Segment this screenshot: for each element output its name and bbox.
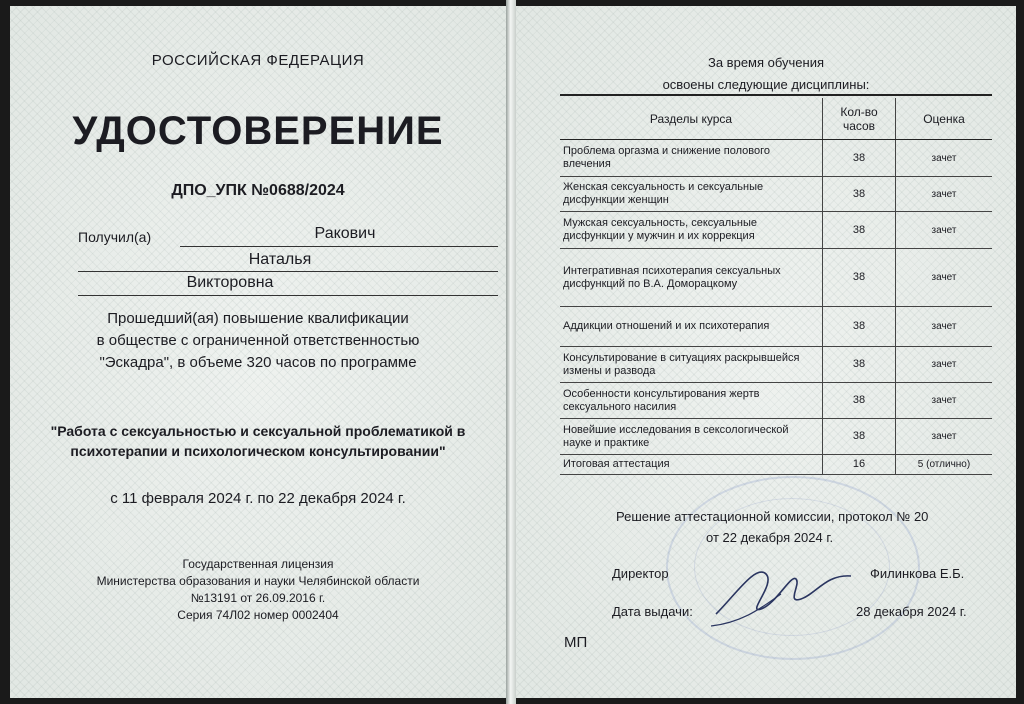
course-hours: 38 [823, 140, 896, 177]
course-grade: зачет [896, 249, 993, 307]
course-name: Особенности консультирования жертв сексуального насилия [560, 383, 823, 419]
table-header-row [560, 98, 992, 140]
received-label: Получил(а) [78, 229, 152, 245]
protocol-date: от 22 декабря 2024 г. [706, 530, 834, 545]
disciplines-heading-1: За время обучения [707, 55, 825, 70]
course-grade: зачет [896, 347, 993, 383]
surname: Ракович [314, 225, 376, 242]
course-hours: 38 [823, 212, 896, 249]
paragraph-line: в обществе с ограниченной ответственностью [96, 332, 420, 349]
course-grade: зачет [896, 212, 993, 249]
table-top-rule [560, 94, 992, 96]
course-name: Женская сексуальность и сексуальные дисфункции женщин [560, 177, 823, 212]
name-line [78, 271, 498, 272]
course-grade: 5 (отлично) [896, 455, 993, 475]
course-hours: 16 [823, 455, 896, 475]
stamp-place-mark: МП [564, 634, 588, 651]
table-row [560, 347, 992, 383]
name-line [78, 295, 498, 296]
right-page [516, 6, 1016, 698]
column-header-hours: Кол-во часов [823, 98, 896, 140]
director-name: Филинкова Е.Б. [870, 566, 965, 581]
table-row [560, 140, 992, 177]
country-name: РОССИЙСКАЯ ФЕДЕРАЦИЯ [151, 52, 365, 69]
document-spine [506, 0, 516, 704]
qualification-paragraph [10, 308, 506, 374]
course-grade: зачет [896, 307, 993, 347]
course-grade: зачет [896, 383, 993, 419]
course-name: Мужская сексуальность, сексуальные дисфункции у мужчин и их коррекция [560, 212, 823, 249]
course-hours: 38 [823, 347, 896, 383]
paragraph-line: Прошедший(ая) повышение квалификации [107, 310, 409, 327]
issue-date-label: Дата выдачи: [612, 604, 693, 619]
column-header-grade: Оценка [896, 98, 993, 140]
course-name: Проблема оргазма и снижение полового влечения [560, 140, 823, 177]
course-hours: 38 [823, 419, 896, 455]
column-header-section: Разделы курса [560, 98, 823, 140]
program-line: психотерапии и психологическом консультировании" [70, 443, 446, 459]
document-title: УДОСТОВЕРЕНИЕ [72, 109, 444, 153]
director-label: Директор [612, 566, 669, 581]
commission-decision: Решение аттестационной комиссии, протокол № 20 [616, 509, 929, 524]
course-hours: 38 [823, 307, 896, 347]
patronymic: Викторовна [186, 274, 274, 291]
license-line: Министерства образования и науки Челябинской области [96, 574, 420, 588]
course-name: Интегративная психотерапия сексуальных дисфункций по В.А. Доморацкому [560, 249, 823, 307]
table-row [560, 249, 992, 307]
program-line: "Работа с сексуальностью и сексуальной проблематикой в [50, 423, 466, 439]
course-name: Итоговая аттестация [560, 455, 823, 475]
course-grade: зачет [896, 419, 993, 455]
paragraph-line: "Эскадра", в объеме 320 часов по программе [99, 354, 417, 371]
course-hours: 38 [823, 249, 896, 307]
course-hours: 38 [823, 383, 896, 419]
license-line: Государственная лицензия [182, 557, 334, 571]
program-title [10, 421, 506, 461]
course-name: Новейшие исследования в сексологической науке и практике [560, 419, 823, 455]
first-name: Наталья [248, 251, 312, 268]
disciplines-table [560, 98, 992, 475]
course-grade: зачет [896, 140, 993, 177]
course-name: Консультирование в ситуациях раскрывшейся измены и развода [560, 347, 823, 383]
table-row [560, 212, 992, 249]
course-hours: 38 [823, 177, 896, 212]
table-row [560, 419, 992, 455]
table-row [560, 177, 992, 212]
license-info [10, 556, 506, 624]
director-signature [706, 554, 856, 634]
table-row [560, 307, 992, 347]
table-row [560, 455, 992, 475]
issue-date: 28 декабря 2024 г. [856, 604, 967, 619]
left-page [10, 6, 506, 698]
name-line [180, 246, 498, 247]
course-grade: зачет [896, 177, 993, 212]
study-period: с 11 февраля 2024 г. по 22 декабря 2024 г. [110, 490, 406, 507]
course-name: Аддикции отношений и их психотерапия [560, 307, 823, 347]
table-row [560, 383, 992, 419]
license-line: Серия 74Л02 номер 0002404 [177, 608, 339, 622]
license-line: №13191 от 26.09.2016 г. [190, 591, 326, 605]
disciplines-heading-2: освоены следующие дисциплины: [662, 77, 870, 92]
document-number: ДПО_УПК №0688/2024 [171, 182, 345, 199]
